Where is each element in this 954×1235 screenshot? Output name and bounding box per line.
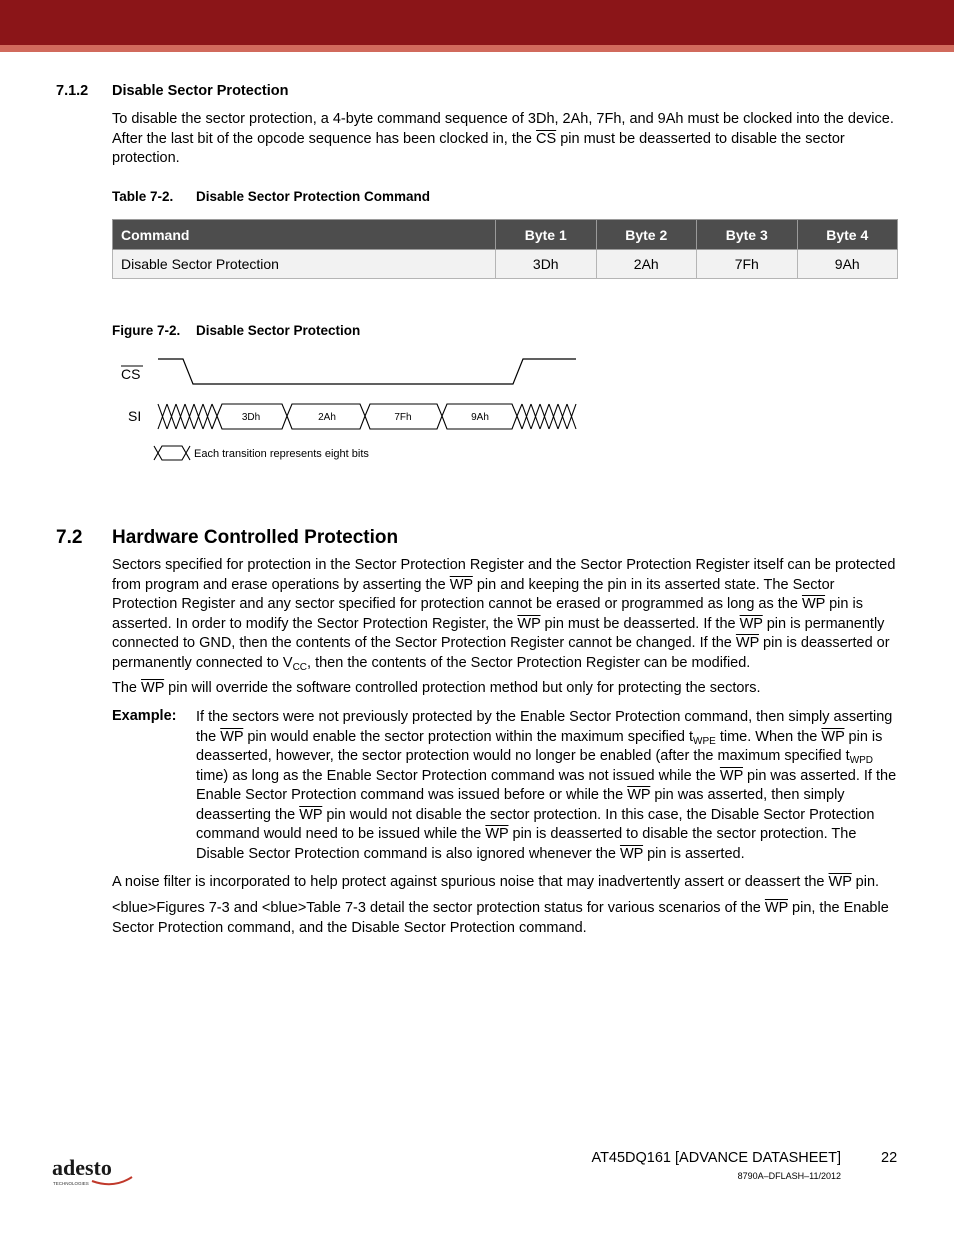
table-cell: 7Fh: [697, 250, 798, 279]
timing-diagram: [110, 350, 590, 465]
wp-signal: $\overline{WP}$: [141, 680, 165, 696]
section-712-title: Disable Sector Protection: [112, 83, 289, 99]
body-text: To disable the sector protection, a 4-byte command sequence of 3Dh, 2Ah, 7Fh, and 9Ah must be clocked into the device. After the last bit of the opcode sequence has been clocked in, the: [112, 111, 894, 147]
footer-page-number: 22: [881, 1150, 898, 1166]
wp-signal: $\overline{WP}$: [801, 596, 826, 612]
figure-caption: [112, 323, 360, 338]
wp-signal: $\overline{WP}$: [619, 845, 644, 862]
byte-label: 2Ah: [318, 412, 336, 423]
byte-label: 3Dh: [241, 412, 261, 423]
body-text: pin and keeping the pin in its asserted state. The Sector Protection Register and any sector specified for protection cannot be erased or programmed as long as the: [112, 576, 835, 612]
table-row: [113, 250, 898, 279]
body-text: , then the contents of the Sector Protection Register can be modified.: [307, 654, 751, 671]
table-cell: Disable Sector Protection: [113, 250, 496, 279]
cs-label: CS: [121, 366, 141, 382]
table-header-cell: Byte 1: [496, 220, 597, 250]
footer-doc-number: 8790A–DFLASH–11/2012: [737, 1171, 841, 1181]
wp-signal: $\overline{WP}$: [220, 728, 244, 745]
section-72-heading: [56, 527, 398, 549]
table-caption: [112, 189, 430, 204]
wp-signal: $\overline{WP}$: [821, 728, 845, 745]
subscript: WPD: [849, 755, 874, 766]
section-72-title: Hardware Controlled Protection: [112, 527, 399, 548]
body-text: pin would not disable the sector protection. In this case, the Disable Sector Protection command would need to be issued while the: [196, 806, 875, 842]
paragraph-3: [112, 873, 902, 893]
body-text: pin will override the software controlled protection method but only for protecting the sectors.: [164, 680, 761, 696]
logo-text: adesto: [52, 1155, 112, 1180]
body-text: pin is deasserted to disable the sector protection. The Disable Sector Protection command is also ignored whenever the: [196, 826, 857, 862]
footer-doc-title: AT45DQ161 [ADVANCE DATASHEET]: [591, 1150, 841, 1166]
command-table: [112, 219, 898, 279]
body-text: The: [112, 680, 142, 696]
header-strip: [0, 45, 954, 52]
cs-waveform: [158, 359, 576, 384]
wp-signal: $\overline{WP}$: [735, 635, 759, 651]
body-text: time) as long as the Enable Sector Protection command was not issued while the: [196, 767, 720, 784]
body-text: pin would enable the sector protection within the maximum specified t: [243, 728, 694, 745]
paragraph-1: [112, 556, 902, 673]
section-712-number: 7.1.2: [56, 83, 89, 99]
body-text: pin was asserted. If the Enable Sector Protection command was issued before or while the: [196, 767, 897, 803]
legend-text: Each transition represents eight bits: [194, 448, 369, 460]
byte-label: 7Fh: [394, 412, 412, 423]
table-label: Table 7-2.: [112, 189, 174, 204]
section-72-number: 7.2: [56, 527, 83, 548]
figure-title: Disable Sector Protection: [196, 323, 361, 338]
wp-signal: $\overline{WP}$: [719, 767, 743, 784]
body-text: time. When the: [715, 728, 822, 745]
subscript: WPE: [693, 735, 716, 747]
body-text: pin is deasserted, however, the sector protection would no longer be enabled (after the maximum specified t: [196, 728, 883, 764]
si-label: SI: [128, 408, 142, 424]
body-text: pin must be deasserted. If the: [540, 615, 740, 632]
wp-signal: $\overline{WP}$: [764, 900, 788, 916]
si-dont-care-left: [158, 404, 212, 429]
table-title: Disable Sector Protection Command: [196, 189, 431, 204]
example-label: Example:: [112, 708, 177, 724]
wp-signal: $\overline{WP}$: [739, 615, 763, 632]
si-dont-care-right: [522, 404, 576, 429]
transition-legend-icon: [154, 446, 190, 460]
paragraph-2: [112, 679, 902, 699]
table-cell: 9Ah: [797, 250, 898, 279]
wp-signal: $\overline{WP}$: [449, 576, 473, 593]
body-text: <blue>Figures 7-3 and <blue>Table 7-3 detail the sector protection status for various scenarios of the: [112, 900, 765, 916]
body-text: A noise filter is incorporated to help protect against spurious noise that may inadvertently assert or deassert the: [112, 874, 829, 890]
example-text: [196, 708, 900, 864]
body-text: pin must be deasserted to disable the sector protection.: [112, 130, 845, 166]
body-text: pin.: [851, 874, 880, 890]
byte-label: 9Ah: [471, 412, 489, 423]
section-712-body: [112, 110, 902, 169]
table-cell: 2Ah: [596, 250, 697, 279]
body-text: pin is asserted.: [643, 845, 745, 862]
header-bar: [0, 0, 954, 45]
body-text: Sectors specified for protection in the Sector Protection Register and the Sector Protection Register itself can be protected from program and erase operations by asserting the: [112, 557, 896, 593]
body-text: pin is permanently connected to GND, then the contents of the Sector Protection Register cannot be changed. If the: [112, 615, 885, 651]
table-header-cell: Byte 3: [697, 220, 798, 250]
body-text: pin was asserted, then simply deasserting the: [196, 787, 845, 823]
paragraph-4: [112, 899, 902, 938]
table-header-cell: Command: [113, 220, 496, 250]
body-text: pin, the Enable Sector Protection command, and the Disable Sector Protection command.: [112, 900, 889, 936]
subscript: CC: [292, 661, 308, 673]
adesto-logo: [52, 1155, 136, 1189]
wp-signal: $\overline{WP}$: [299, 806, 323, 823]
wp-signal: $\overline{WP}$: [627, 787, 651, 803]
table-header-row: [113, 220, 898, 250]
si-waveform: [158, 404, 576, 429]
table-header-cell: Byte 4: [797, 220, 898, 250]
body-text: pin is deasserted or permanently connected to V: [112, 635, 890, 671]
body-text: If the sectors were not previously protected by the Enable Sector Protection command, then simply asserting the: [196, 709, 893, 745]
figure-label: Figure 7-2.: [112, 323, 181, 338]
wp-signal: $\overline{WP}$: [517, 615, 541, 632]
table-cell: 3Dh: [496, 250, 597, 279]
logo-subtext: TECHNOLOGIES: [53, 1181, 89, 1186]
section-712-heading: [56, 83, 288, 99]
wp-signal: $\overline{WP}$: [485, 826, 509, 842]
table-header-cell: Byte 2: [596, 220, 697, 250]
cs-signal: $\overline{CS}$: [536, 130, 557, 147]
wp-signal: $\overline{WP}$: [828, 874, 852, 890]
body-text: pin is asserted. In order to modify the Sector Protection Register, the: [112, 596, 863, 632]
